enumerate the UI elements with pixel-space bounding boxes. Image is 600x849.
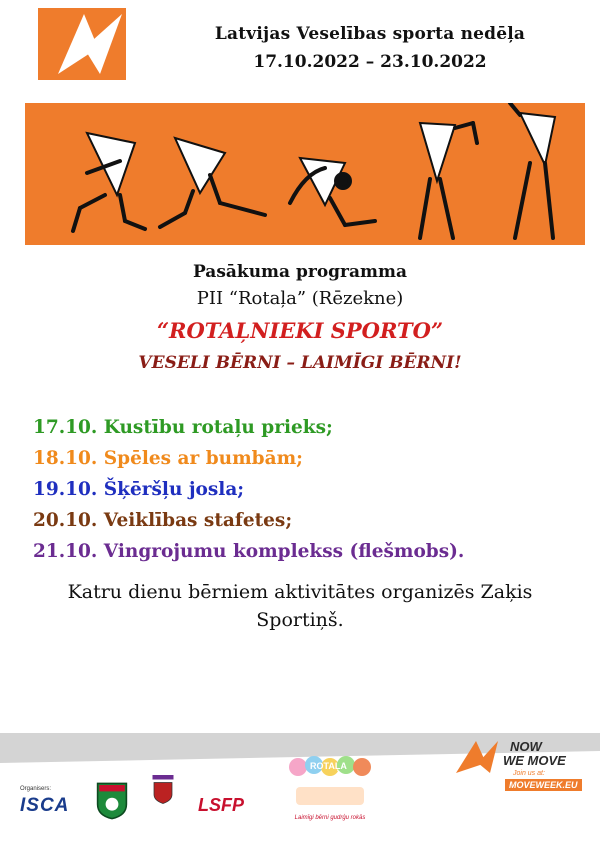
banner-figures-illustration (25, 103, 585, 245)
program-title: Pasākuma programma (192, 262, 408, 282)
moveweek-logo-icon (38, 8, 126, 80)
activity-note: Katru dienu bērniem aktivitātes organizēs Zaķis Sportiņš. (67, 581, 533, 631)
event-name: “ROTAĻNIEKI SPORTO” (156, 318, 444, 343)
organisers-label: Organisers: (20, 786, 52, 792)
schedule-item: 21.10. Vingrojumu komplekss (flešmobs). (33, 541, 465, 562)
we-move-text: WE MOVE (503, 753, 566, 768)
header-dates: 17.10.2022 – 23.10.2022 (253, 52, 487, 72)
header (190, 24, 550, 72)
now-text: NOW (510, 739, 542, 754)
moveweek-link[interactable]: MOVEWEEK.EU (505, 779, 582, 791)
schedule-item: 20.10. Veiklības stafetes; (33, 510, 293, 531)
program-schedule (33, 412, 464, 567)
header-title: Latvijas Veselības sporta nedēļa (214, 24, 526, 44)
rotala-caption: Laimīgi bērni gudrģu rokās (294, 815, 366, 821)
lsfp-logo: LSFP (198, 795, 245, 815)
event-slogan: VESELI BĒRNI – LAIMĪGI BĒRNI! (138, 353, 462, 373)
isca-logo: ISCA (20, 795, 70, 816)
schedule-item: 19.10. Šķēršļu josla; (33, 479, 245, 500)
schedule-item: 18.10. Spēles ar bumbām; (33, 448, 303, 469)
join-us-text: Join us at: (513, 770, 545, 777)
coat-of-arms-icon (148, 773, 178, 807)
footer (0, 733, 600, 849)
schedule-item: 17.10. Kustību rotaļu prieks; (33, 417, 333, 438)
institution-name: PII “Rotaļa” (Rēzekne) (196, 288, 404, 309)
now-we-move-logo-icon (452, 737, 502, 777)
shield-icon (96, 781, 128, 821)
rotala-text: ROTAĻA (310, 761, 347, 771)
rotala-logo (286, 753, 374, 831)
